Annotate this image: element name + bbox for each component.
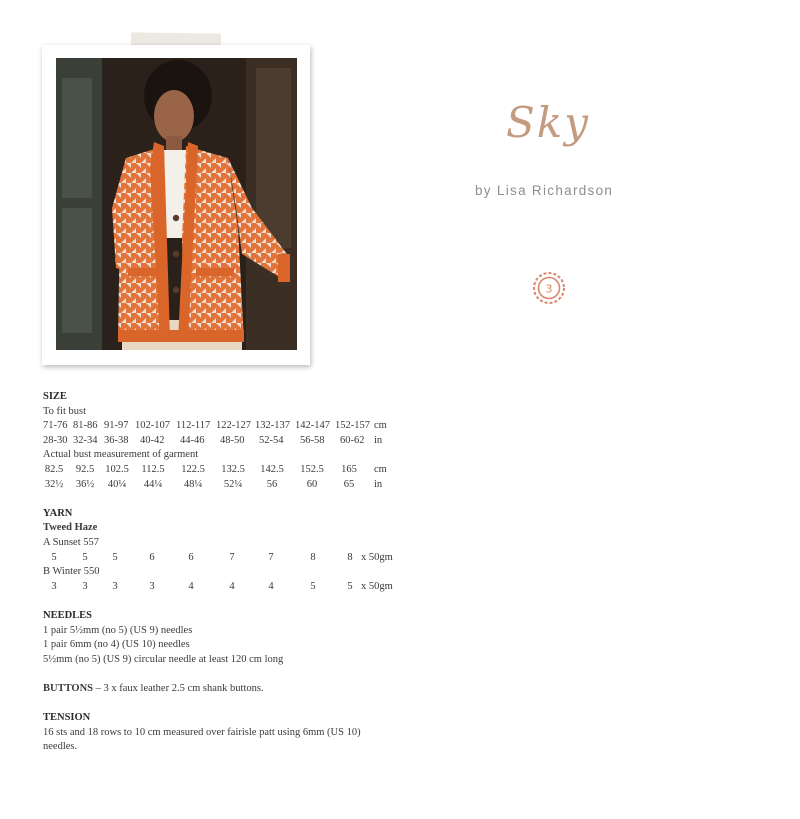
svg-text:3: 3 [545, 282, 553, 296]
yarn-cell: 4 [188, 580, 194, 592]
yarn-cell: 3 [112, 580, 118, 592]
size-cell: 56 [266, 478, 278, 490]
size-cell: 122.5 [181, 463, 205, 475]
size-cell: 52¼ [223, 478, 243, 490]
size-in-row [43, 434, 403, 449]
yarn-cell: 3 [149, 580, 155, 592]
needles-line: 5½mm (no 5) (US 9) circular needle at least 120 cm long [43, 653, 284, 665]
cardigan-illustration [56, 58, 297, 350]
size-cell: 82.5 [44, 463, 64, 475]
model-photo [56, 58, 297, 350]
yarn-cell: 6 [188, 551, 194, 563]
unit-label: x 50gm [361, 551, 393, 563]
size-cell: 71-76 [43, 420, 68, 432]
yarn-cell: 6 [149, 551, 155, 563]
size-cell: 40-42 [140, 434, 165, 446]
yarn-cell: 5 [310, 580, 316, 592]
size-cell: 112.5 [141, 463, 165, 475]
yarn-cell: 7 [229, 551, 235, 563]
needles-line: 1 pair 5½mm (no 5) (US 9) needles [43, 624, 193, 636]
size-cell: 44¼ [143, 478, 163, 490]
size-heading: SIZE [43, 391, 67, 402]
size-cell: 142.5 [260, 463, 284, 475]
unit-label: cm [374, 420, 387, 432]
size-cell: 152.5 [300, 463, 324, 475]
size-cell: 44-46 [180, 434, 205, 446]
buttons-line [43, 682, 403, 697]
size-cell: 28-30 [43, 434, 68, 446]
yarn-name: Tweed Haze [43, 522, 98, 534]
size-cell: 60 [306, 478, 318, 490]
tension-line: needles. [43, 741, 78, 753]
yarn-b-label: B Winter 550 [43, 566, 100, 578]
pattern-specs [43, 390, 403, 755]
needles-line: 1 pair 6mm (no 4) (US 10) needles [43, 639, 190, 651]
level-badge-icon [533, 272, 565, 304]
yarn-cell: 4 [268, 580, 274, 592]
size-cell: 102-107 [135, 420, 170, 432]
size-cell: 48-50 [220, 434, 245, 446]
size-cell: 60-62 [340, 434, 365, 446]
unit-label: in [374, 434, 383, 446]
size-cell: 152-157 [335, 420, 370, 432]
yarn-cell: 8 [310, 551, 316, 563]
yarn-heading: YARN [43, 507, 73, 519]
needles-heading: NEEDLES [43, 609, 93, 621]
yarn-cell: 8 [347, 551, 353, 563]
size-cell: 36½ [75, 478, 95, 490]
actual-bust-label: Actual bust measurement of garment [43, 449, 199, 461]
size-cell: 132-137 [255, 420, 290, 432]
tension-line: 16 sts and 18 rows to 10 cm measured over fairisle patt using 6mm (US 10) [43, 726, 361, 738]
yarn-cell: 5 [51, 551, 57, 563]
yarn-b-row [43, 580, 403, 595]
size-cm-row [43, 419, 403, 434]
yarn-a-label: A Sunset 557 [43, 536, 100, 548]
size-cell: 40¼ [107, 478, 127, 490]
size-cell: 32½ [44, 478, 64, 490]
size-cell: 81-86 [73, 420, 98, 432]
yarn-cell: 3 [82, 580, 88, 592]
actual-cm-row [43, 463, 403, 478]
size-cell: 122-127 [216, 420, 251, 432]
size-cell: 142-147 [295, 420, 330, 432]
size-cell: 91-97 [104, 420, 129, 432]
yarn-cell: 7 [268, 551, 274, 563]
yarn-cell: 4 [229, 580, 235, 592]
size-cell: 112-117 [176, 420, 211, 432]
size-cell: 56-58 [300, 434, 325, 446]
actual-in-row [43, 478, 403, 493]
size-cell: 132.5 [221, 463, 245, 475]
to-fit-label: To fit bust [43, 405, 87, 417]
yarn-cell: 5 [82, 551, 88, 563]
byline: by Lisa Richardson [475, 183, 614, 198]
size-cell: 36-38 [104, 434, 129, 446]
unit-label: cm [374, 463, 387, 475]
buttons-text: – 3 x faux leather 2.5 cm shank buttons. [93, 682, 264, 694]
yarn-a-row [43, 551, 403, 566]
size-cell: 102.5 [105, 463, 129, 475]
photo-card [42, 45, 310, 365]
svg-text:Sky: Sky [506, 98, 590, 147]
yarn-cell: 5 [347, 580, 353, 592]
size-cell: 32-34 [73, 434, 98, 446]
title-script [500, 95, 610, 155]
yarn-cell: 3 [51, 580, 57, 592]
buttons-heading: BUTTONS [43, 682, 93, 694]
size-cell: 65 [343, 478, 355, 490]
unit-label: x 50gm [361, 580, 393, 592]
size-cell: 92.5 [75, 463, 95, 475]
size-cell: 165 [341, 463, 357, 475]
size-cell: 48¼ [183, 478, 203, 490]
yarn-cell: 5 [112, 551, 118, 563]
size-cell: 52-54 [259, 434, 284, 446]
unit-label: in [374, 478, 383, 490]
tension-heading: TENSION [43, 712, 91, 724]
